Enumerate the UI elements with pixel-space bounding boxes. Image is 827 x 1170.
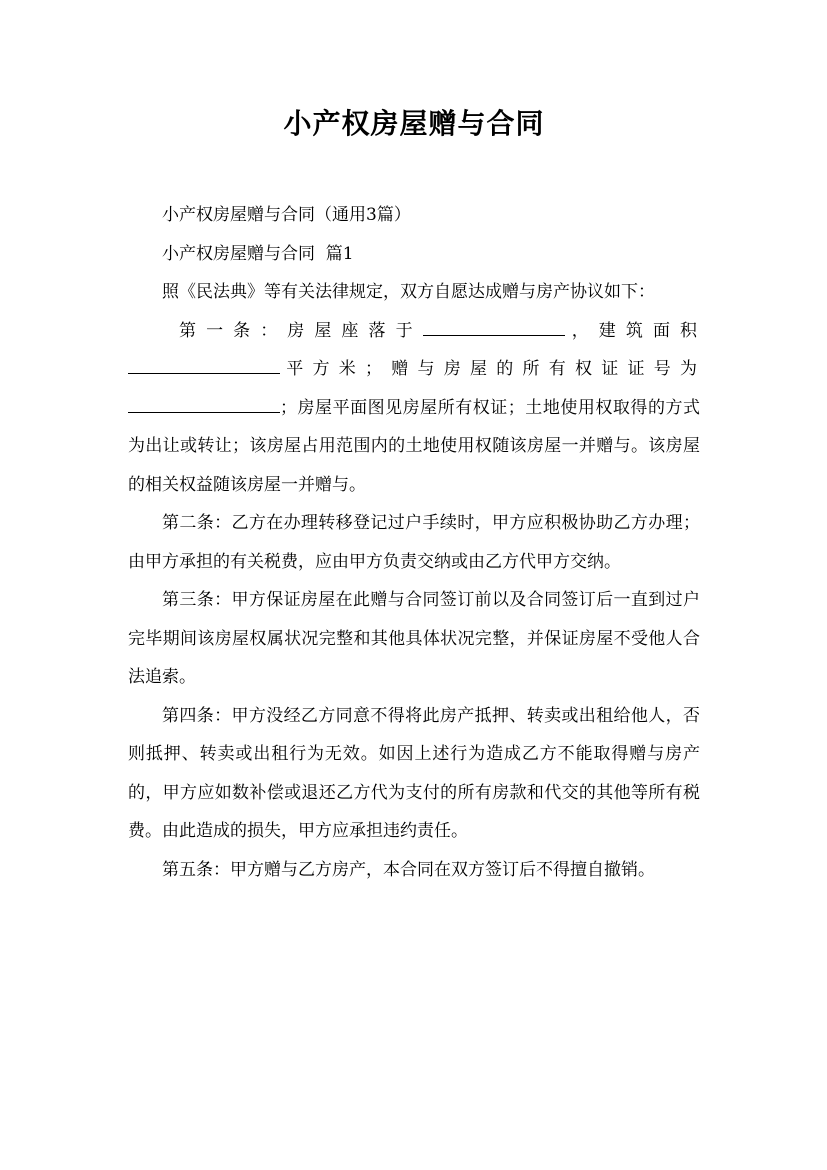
article-1-part-1: 第一条：房屋座落于	[179, 320, 423, 341]
article-1-part-3: 平方米；赠与房屋的所有权证证号为	[280, 359, 700, 379]
document-page	[128, 100, 700, 889]
intro-paragraph: 照《民法典》等有关法律规定，双方自愿达成赠与房产协议如下：	[162, 282, 655, 302]
article-4: 第四条：甲方没经乙方同意不得将此房产抵押、转卖或出租给他人，否则抵押、转卖或出租行为无效。如因上述行为造成乙方不能取得赠与房产的，甲方应如数补偿或退还乙方代为支付的所有房款和代交的其他等所有税费。由此造成的损失，甲方应承担违约责任。	[128, 705, 700, 841]
location-blank	[423, 334, 565, 336]
certificate-number-blank	[128, 411, 280, 413]
article-1	[128, 312, 700, 505]
article-5: 第五条：甲方赠与乙方房产，本合同在双方签订后不得擅自撤销。	[162, 859, 655, 880]
article-3: 第三条：甲方保证房屋在此赠与合同签订前以及合同签订后一直到过户完毕期间该房屋权属状况完整和其他具体状况完整，并保证房屋不受他人合法追索。	[128, 590, 700, 687]
subtitle: 小产权房屋赠与合同（通用3篇）	[162, 205, 411, 225]
area-blank	[128, 372, 280, 374]
article-1-part-4: ；房屋平面图见房屋所有权证；土地使用权取得的方式为出让或转让；该房屋占用范围内的土地使用权随该房屋一并赠与。该房屋的相关权益随该房屋一并赠与。	[128, 397, 700, 495]
document-title: 小产权房屋赠与合同	[283, 107, 545, 140]
article-1-part-2: ，建筑面积	[564, 320, 701, 341]
article-2: 第二条：乙方在办理转移登记过户手续时，甲方应积极协助乙方办理；由甲方承担的有关税费，应由甲方负责交纳或由乙方代甲方交纳。	[128, 513, 700, 572]
section-heading: 小产权房屋赠与合同 篇1	[162, 243, 354, 264]
